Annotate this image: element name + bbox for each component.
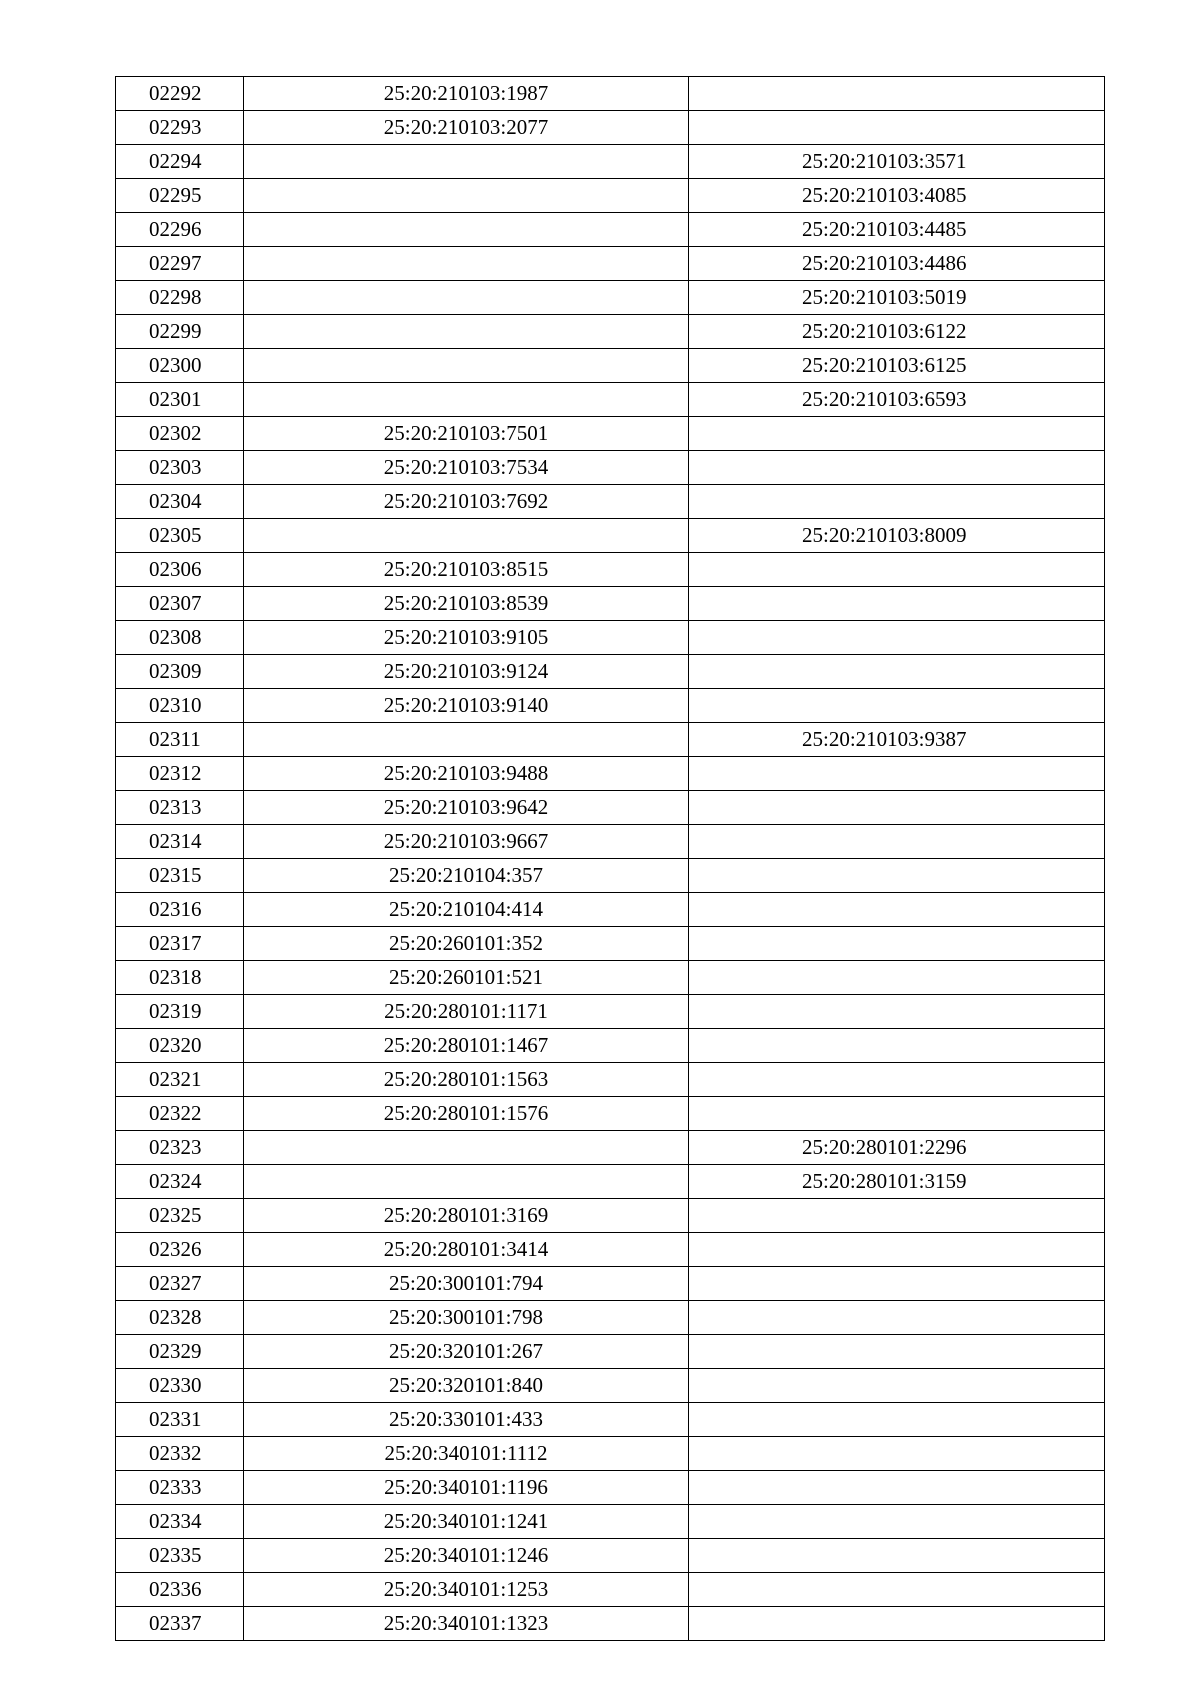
cadastral-number-cell: 25:20:210103:9642 <box>244 791 689 825</box>
cadastral-number-cell: 25:20:340101:1112 <box>244 1437 689 1471</box>
cadastral-number-cell: 25:20:210104:357 <box>244 859 689 893</box>
table-body <box>116 77 1105 1641</box>
row-number-cell: 02304 <box>116 485 244 519</box>
cadastral-number-alt-cell <box>689 995 1105 1029</box>
row-number-cell: 02337 <box>116 1607 244 1641</box>
table-row <box>116 1403 1105 1437</box>
row-number-cell: 02305 <box>116 519 244 553</box>
table-row <box>116 1437 1105 1471</box>
table-row <box>116 1539 1105 1573</box>
cadastral-number-cell: 25:20:330101:433 <box>244 1403 689 1437</box>
row-number-cell: 02317 <box>116 927 244 961</box>
cadastral-number-cell: 25:20:340101:1253 <box>244 1573 689 1607</box>
cadastral-number-alt-cell <box>689 689 1105 723</box>
cadastral-number-cell: 25:20:260101:521 <box>244 961 689 995</box>
cadastral-number-alt-cell <box>689 587 1105 621</box>
table-row <box>116 383 1105 417</box>
cadastral-number-cell <box>244 519 689 553</box>
cadastral-number-cell: 25:20:340101:1246 <box>244 1539 689 1573</box>
table-row <box>116 1471 1105 1505</box>
table-row <box>116 825 1105 859</box>
cadastral-number-cell: 25:20:210103:2077 <box>244 111 689 145</box>
row-number-cell: 02323 <box>116 1131 244 1165</box>
row-number-cell: 02319 <box>116 995 244 1029</box>
cadastral-number-alt-cell <box>689 1607 1105 1641</box>
row-number-cell: 02311 <box>116 723 244 757</box>
cadastral-number-alt-cell <box>689 485 1105 519</box>
row-number-cell: 02321 <box>116 1063 244 1097</box>
cadastral-number-alt-cell <box>689 859 1105 893</box>
cadastral-number-alt-cell <box>689 1369 1105 1403</box>
row-number-cell: 02307 <box>116 587 244 621</box>
table-row <box>116 1573 1105 1607</box>
cadastral-number-alt-cell: 25:20:210103:4486 <box>689 247 1105 281</box>
row-number-cell: 02303 <box>116 451 244 485</box>
row-number-cell: 02333 <box>116 1471 244 1505</box>
row-number-cell: 02295 <box>116 179 244 213</box>
cadastral-number-alt-cell: 25:20:210103:9387 <box>689 723 1105 757</box>
cadastral-number-alt-cell: 25:20:210103:6125 <box>689 349 1105 383</box>
table-row <box>116 859 1105 893</box>
table-row <box>116 723 1105 757</box>
cadastral-number-alt-cell <box>689 655 1105 689</box>
row-number-cell: 02330 <box>116 1369 244 1403</box>
cadastral-number-alt-cell <box>689 791 1105 825</box>
cadastral-number-alt-cell <box>689 451 1105 485</box>
cadastral-table <box>115 76 1105 1641</box>
cadastral-number-alt-cell <box>689 1505 1105 1539</box>
cadastral-number-cell: 25:20:210103:8515 <box>244 553 689 587</box>
table-row <box>116 1097 1105 1131</box>
table-row <box>116 111 1105 145</box>
cadastral-number-alt-cell: 25:20:280101:2296 <box>689 1131 1105 1165</box>
cadastral-number-cell: 25:20:340101:1196 <box>244 1471 689 1505</box>
table-row <box>116 587 1105 621</box>
table-row <box>116 791 1105 825</box>
row-number-cell: 02297 <box>116 247 244 281</box>
row-number-cell: 02332 <box>116 1437 244 1471</box>
cadastral-number-alt-cell <box>689 825 1105 859</box>
cadastral-number-alt-cell <box>689 1301 1105 1335</box>
row-number-cell: 02313 <box>116 791 244 825</box>
row-number-cell: 02301 <box>116 383 244 417</box>
table-row <box>116 519 1105 553</box>
row-number-cell: 02329 <box>116 1335 244 1369</box>
cadastral-number-alt-cell <box>689 757 1105 791</box>
cadastral-number-alt-cell <box>689 893 1105 927</box>
cadastral-number-cell: 25:20:280101:1467 <box>244 1029 689 1063</box>
cadastral-number-alt-cell <box>689 1573 1105 1607</box>
row-number-cell: 02309 <box>116 655 244 689</box>
row-number-cell: 02298 <box>116 281 244 315</box>
cadastral-number-alt-cell <box>689 1539 1105 1573</box>
cadastral-number-cell: 25:20:280101:1576 <box>244 1097 689 1131</box>
row-number-cell: 02322 <box>116 1097 244 1131</box>
table-row <box>116 893 1105 927</box>
row-number-cell: 02296 <box>116 213 244 247</box>
cadastral-number-cell <box>244 315 689 349</box>
row-number-cell: 02325 <box>116 1199 244 1233</box>
cadastral-number-cell: 25:20:210103:9105 <box>244 621 689 655</box>
table-row <box>116 689 1105 723</box>
cadastral-number-alt-cell: 25:20:210103:8009 <box>689 519 1105 553</box>
cadastral-number-alt-cell <box>689 111 1105 145</box>
row-number-cell: 02293 <box>116 111 244 145</box>
table-row <box>116 349 1105 383</box>
table-row <box>116 145 1105 179</box>
cadastral-number-cell: 25:20:280101:3169 <box>244 1199 689 1233</box>
cadastral-number-cell: 25:20:280101:1563 <box>244 1063 689 1097</box>
table-row <box>116 927 1105 961</box>
row-number-cell: 02324 <box>116 1165 244 1199</box>
table-row <box>116 1199 1105 1233</box>
cadastral-number-cell <box>244 247 689 281</box>
row-number-cell: 02328 <box>116 1301 244 1335</box>
table-row <box>116 1131 1105 1165</box>
row-number-cell: 02292 <box>116 77 244 111</box>
cadastral-number-alt-cell <box>689 1267 1105 1301</box>
table-row <box>116 485 1105 519</box>
cadastral-number-cell: 25:20:210103:1987 <box>244 77 689 111</box>
cadastral-number-alt-cell <box>689 1233 1105 1267</box>
table-row <box>116 315 1105 349</box>
table-row <box>116 1335 1105 1369</box>
table-row <box>116 1607 1105 1641</box>
cadastral-number-alt-cell <box>689 1199 1105 1233</box>
cadastral-number-cell <box>244 145 689 179</box>
cadastral-number-cell: 25:20:210103:9488 <box>244 757 689 791</box>
cadastral-number-cell: 25:20:210103:7501 <box>244 417 689 451</box>
table-row <box>116 417 1105 451</box>
cadastral-number-cell <box>244 723 689 757</box>
table-row <box>116 961 1105 995</box>
cadastral-number-alt-cell: 25:20:280101:3159 <box>689 1165 1105 1199</box>
row-number-cell: 02302 <box>116 417 244 451</box>
cadastral-number-alt-cell: 25:20:210103:6122 <box>689 315 1105 349</box>
table-row <box>116 213 1105 247</box>
cadastral-number-cell: 25:20:280101:3414 <box>244 1233 689 1267</box>
table-row <box>116 281 1105 315</box>
cadastral-number-alt-cell <box>689 621 1105 655</box>
table-row <box>116 1165 1105 1199</box>
row-number-cell: 02334 <box>116 1505 244 1539</box>
cadastral-number-alt-cell: 25:20:210103:4085 <box>689 179 1105 213</box>
table-row <box>116 1267 1105 1301</box>
row-number-cell: 02327 <box>116 1267 244 1301</box>
cadastral-number-cell <box>244 179 689 213</box>
cadastral-number-alt-cell <box>689 1029 1105 1063</box>
row-number-cell: 02314 <box>116 825 244 859</box>
row-number-cell: 02310 <box>116 689 244 723</box>
cadastral-number-alt-cell <box>689 1335 1105 1369</box>
row-number-cell: 02312 <box>116 757 244 791</box>
cadastral-number-cell: 25:20:300101:794 <box>244 1267 689 1301</box>
table-row <box>116 1063 1105 1097</box>
cadastral-number-alt-cell: 25:20:210103:6593 <box>689 383 1105 417</box>
table-row <box>116 1301 1105 1335</box>
table-row <box>116 77 1105 111</box>
cadastral-number-alt-cell <box>689 1437 1105 1471</box>
cadastral-number-cell: 25:20:320101:267 <box>244 1335 689 1369</box>
row-number-cell: 02315 <box>116 859 244 893</box>
row-number-cell: 02306 <box>116 553 244 587</box>
cadastral-number-cell <box>244 281 689 315</box>
cadastral-number-cell: 25:20:340101:1323 <box>244 1607 689 1641</box>
cadastral-number-cell: 25:20:210103:9140 <box>244 689 689 723</box>
table-row <box>116 757 1105 791</box>
table-row <box>116 1233 1105 1267</box>
cadastral-number-cell <box>244 349 689 383</box>
row-number-cell: 02294 <box>116 145 244 179</box>
row-number-cell: 02300 <box>116 349 244 383</box>
row-number-cell: 02299 <box>116 315 244 349</box>
table-row <box>116 1029 1105 1063</box>
table-row <box>116 1369 1105 1403</box>
row-number-cell: 02326 <box>116 1233 244 1267</box>
cadastral-number-alt-cell <box>689 927 1105 961</box>
table-row <box>116 995 1105 1029</box>
table-row <box>116 179 1105 213</box>
cadastral-number-alt-cell: 25:20:210103:5019 <box>689 281 1105 315</box>
cadastral-number-alt-cell <box>689 1063 1105 1097</box>
cadastral-number-cell: 25:20:260101:352 <box>244 927 689 961</box>
cadastral-number-cell: 25:20:210103:7692 <box>244 485 689 519</box>
row-number-cell: 02331 <box>116 1403 244 1437</box>
row-number-cell: 02335 <box>116 1539 244 1573</box>
cadastral-number-cell: 25:20:300101:798 <box>244 1301 689 1335</box>
table-row <box>116 553 1105 587</box>
table-row <box>116 247 1105 281</box>
cadastral-number-alt-cell <box>689 1097 1105 1131</box>
cadastral-number-cell <box>244 1131 689 1165</box>
cadastral-number-alt-cell <box>689 961 1105 995</box>
cadastral-number-cell: 25:20:320101:840 <box>244 1369 689 1403</box>
table-row <box>116 621 1105 655</box>
row-number-cell: 02336 <box>116 1573 244 1607</box>
cadastral-number-alt-cell <box>689 1471 1105 1505</box>
cadastral-number-alt-cell <box>689 1403 1105 1437</box>
row-number-cell: 02308 <box>116 621 244 655</box>
row-number-cell: 02320 <box>116 1029 244 1063</box>
cadastral-number-alt-cell <box>689 77 1105 111</box>
cadastral-number-alt-cell: 25:20:210103:3571 <box>689 145 1105 179</box>
cadastral-number-cell <box>244 383 689 417</box>
table-row <box>116 451 1105 485</box>
cadastral-number-cell <box>244 213 689 247</box>
cadastral-number-alt-cell: 25:20:210103:4485 <box>689 213 1105 247</box>
cadastral-number-cell: 25:20:280101:1171 <box>244 995 689 1029</box>
row-number-cell: 02316 <box>116 893 244 927</box>
cadastral-number-alt-cell <box>689 553 1105 587</box>
cadastral-number-cell: 25:20:210103:7534 <box>244 451 689 485</box>
cadastral-number-cell <box>244 1165 689 1199</box>
row-number-cell: 02318 <box>116 961 244 995</box>
cadastral-number-cell: 25:20:210103:9667 <box>244 825 689 859</box>
cadastral-number-cell: 25:20:210103:8539 <box>244 587 689 621</box>
table-row <box>116 655 1105 689</box>
cadastral-number-cell: 25:20:210103:9124 <box>244 655 689 689</box>
table-row <box>116 1505 1105 1539</box>
cadastral-number-cell: 25:20:340101:1241 <box>244 1505 689 1539</box>
cadastral-number-alt-cell <box>689 417 1105 451</box>
cadastral-number-cell: 25:20:210104:414 <box>244 893 689 927</box>
